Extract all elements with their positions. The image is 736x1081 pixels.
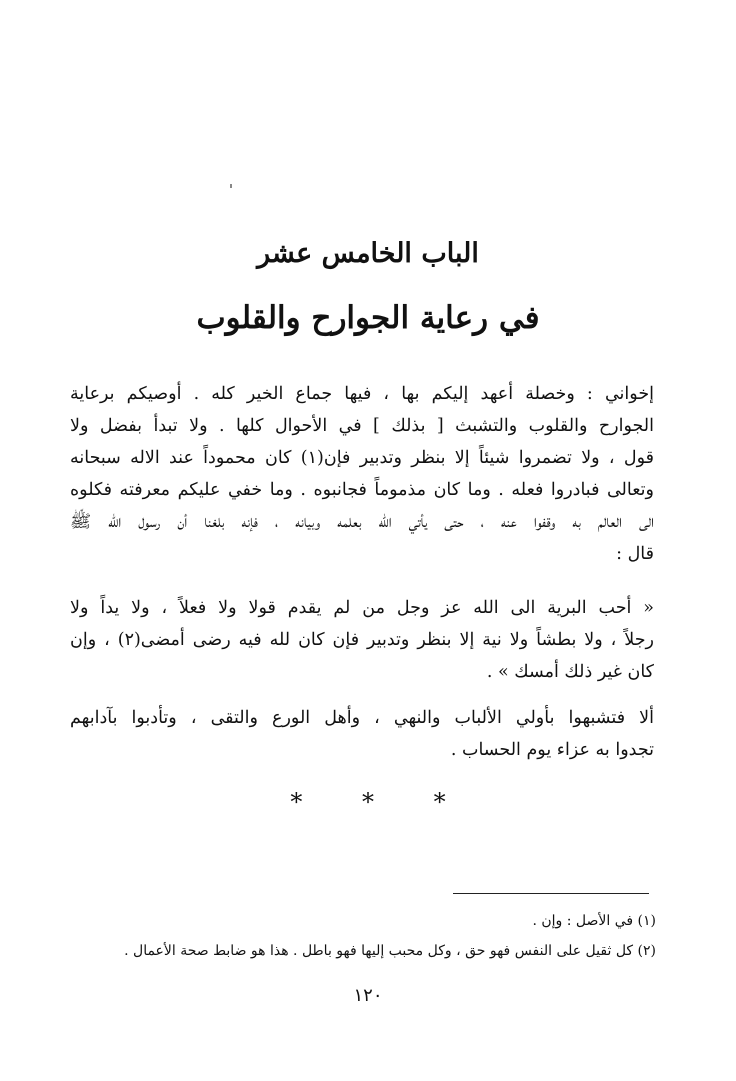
footnote: (١) في الأصل : وإن . [532,913,656,929]
asterisk: * [362,788,374,816]
paragraph-closing [70,702,654,766]
asterisk: * [433,788,446,816]
text-line: إخواني : وخصلة أعهد إليكم بها ، فيها جماع الخير كله . أوصيكم برعاية [70,384,654,404]
text-line: « أحب البرية الى الله عز وجل من لم يقدم قولا ولا فعلاً ، ولا يداً ولا [70,598,654,618]
asterisk: * [290,788,303,816]
text-line: ألا فتشبهوا بأولي الألباب والنهي ، وأهل الورع والتقى ، وتأدبوا بآدابهم [70,708,654,728]
page-number: ١٢٠ [353,985,383,1006]
text-line: تجدوا به عزاء يوم الحساب . [450,740,654,760]
text-line: رجلاً ، ولا بطشاً ولا نية إلا بنظر وتدبير فإن كان لله فيه رضى أمضى(٢) ، وإن [70,630,654,650]
section-separator [0,788,736,816]
text-line: الى العالم به وقفوا عنه ، حتى يأتي الله بعلمه وبيانه ، فإنه بلغنا أن رسول الله ﷺ [70,512,654,532]
text-line: كان غير ذلك أمسك » . [486,662,654,682]
text-line: قال : [616,544,654,564]
text-line: الجوارح والقلوب والتشبث [ بذلك ] في الأحوال كلها . ولا تبدأ بفضل ولا [70,416,654,436]
chapter-heading: الباب الخامس عشر [257,238,479,269]
text-line: قول ، ولا تضمروا شيئاً إلا بنظر وتدبير فإن(١) كان محموداً عند الاله سبحانه [70,448,654,468]
footnotes [110,906,656,966]
footnote-rule [453,893,649,894]
paragraph-intro [70,378,654,570]
footnote: (٢) كل ثقيل على النفس فهو حق ، وكل محبب إليها فهو باطل . هذا هو ضابط صحة الأعمال . [124,943,656,959]
chapter-subtitle: في رعاية الجوارح والقلوب [196,300,540,336]
text-line: وتعالى فبادروا فعله . وما كان مذموماً فجانبوه . وما خفي عليكم معرفته فكلوه [70,480,654,500]
paragraph-hadith-quote [70,592,654,688]
page-speck [230,184,232,188]
